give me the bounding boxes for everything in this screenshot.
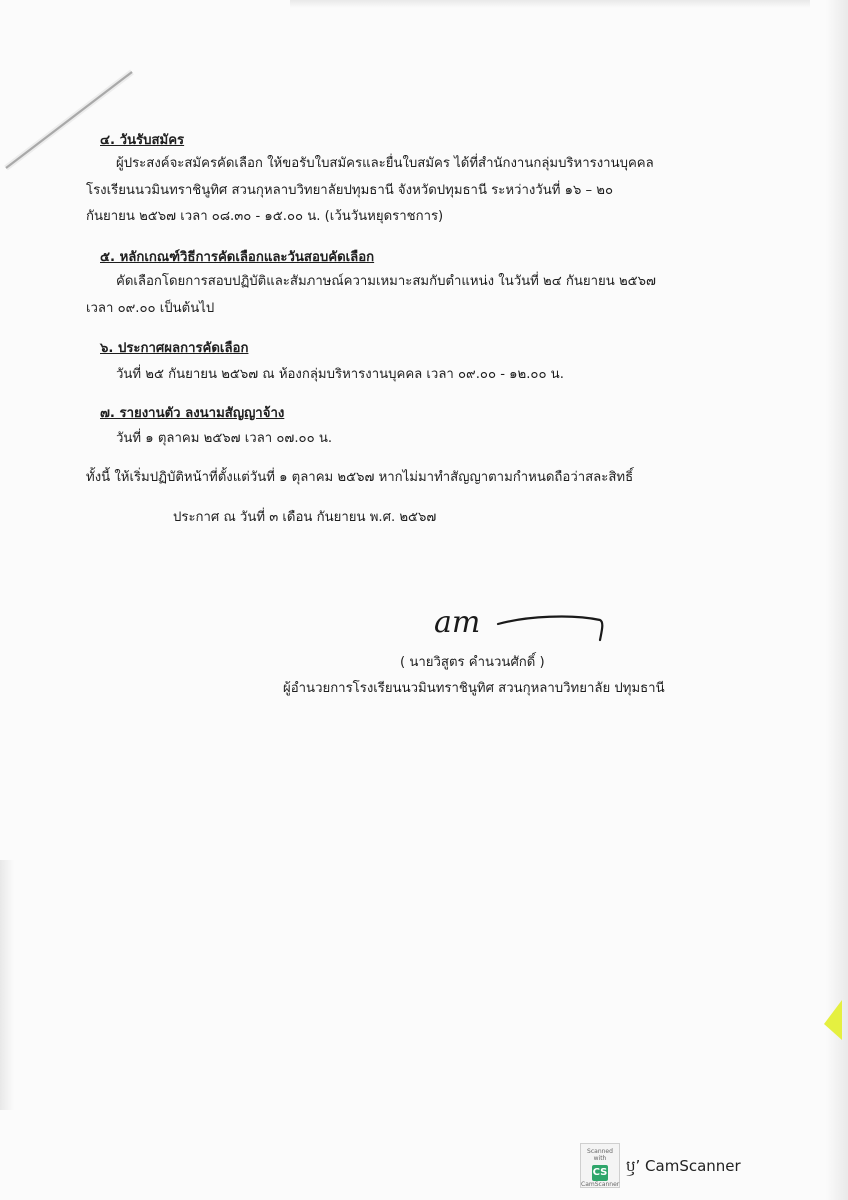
section-7-line-1: วันที่ ๑ ตุลาคม ๒๕๖๗ เวลา ๐๗.๐๐ น. bbox=[116, 431, 333, 446]
camscanner-badge: CS bbox=[592, 1165, 608, 1181]
signature-mark bbox=[432, 596, 612, 656]
scan-bleed-top bbox=[290, 0, 810, 8]
section-7-heading: ๗. รายงานตัว ลงนามสัญญาจ้าง bbox=[100, 406, 285, 421]
camscanner-logo-caption: Scanned with bbox=[587, 1148, 613, 1162]
signature-glyph: am bbox=[434, 605, 481, 640]
camscanner-watermark-text: ឫʼ CamScanner bbox=[626, 1157, 741, 1175]
section-5-heading: ๕. หลักเกณฑ์วิธีการคัดเลือกและวันสอบคัดเลือก bbox=[100, 250, 375, 265]
signer-name: ( นายวิสูตร คำนวนศักดิ์ ) bbox=[400, 655, 545, 670]
section-5-line-1: คัดเลือกโดยการสอบปฏิบัติและสัมภาษณ์ความเหมาะสมกับตำแหน่ง ในวันที่ ๒๔ กันยายน ๒๕๖๗ bbox=[116, 274, 656, 289]
section-4-line-2: โรงเรียนนวมินทราชินูทิศ สวนกุหลาบวิทยาลัยปทุมธานี จังหวัดปทุมธานี ระหว่างวันที่ ๑๖ – ๒๐ bbox=[86, 183, 614, 198]
section-5-line-2: เวลา ๐๙.๐๐ เป็นต้นไป bbox=[86, 301, 215, 316]
section-4-heading: ๔. วันรับสมัคร bbox=[100, 133, 185, 148]
camscanner-logo-name: CamScanner bbox=[581, 1181, 620, 1188]
camscanner-logo bbox=[580, 1143, 620, 1188]
announcement-date: ประกาศ ณ วันที่ ๓ เดือน กันยายน พ.ศ. ๒๕๖๗ bbox=[173, 510, 437, 525]
section-6-heading: ๖. ประกาศผลการคัดเลือก bbox=[100, 341, 249, 356]
section-4-line-3: กันยายน ๒๕๖๗ เวลา ๐๘.๓๐ - ๑๕.๐๐ น. (เว้นวันหยุดราชการ) bbox=[86, 209, 444, 224]
highlighter-mark bbox=[822, 1000, 842, 1040]
section-6-line-1: วันที่ ๒๕ กันยายน ๒๕๖๗ ณ ห้องกลุ่มบริหารงานบุคคล เวลา ๐๙.๐๐ - ๑๒.๐๐ น. bbox=[116, 367, 564, 382]
closing-statement: ทั้งนี้ ให้เริ่มปฏิบัติหน้าที่ตั้งแต่วันที่ ๑ ตุลาคม ๒๕๖๗ หากไม่มาทำสัญญาตามกำหนดถือว่าสละสิทธิ์ bbox=[86, 470, 634, 485]
signer-position: ผู้อำนวยการโรงเรียนนวมินทราชินูทิศ สวนกุหลาบวิทยาลัย ปทุมธานี bbox=[283, 681, 665, 696]
scan-edge-left bbox=[0, 860, 14, 1110]
section-4-line-1: ผู้ประสงค์จะสมัครคัดเลือก ให้ขอรับใบสมัครและยื่นใบสมัคร ได้ที่สำนักงานกลุ่มบริหารงานบุคคล bbox=[116, 156, 654, 171]
